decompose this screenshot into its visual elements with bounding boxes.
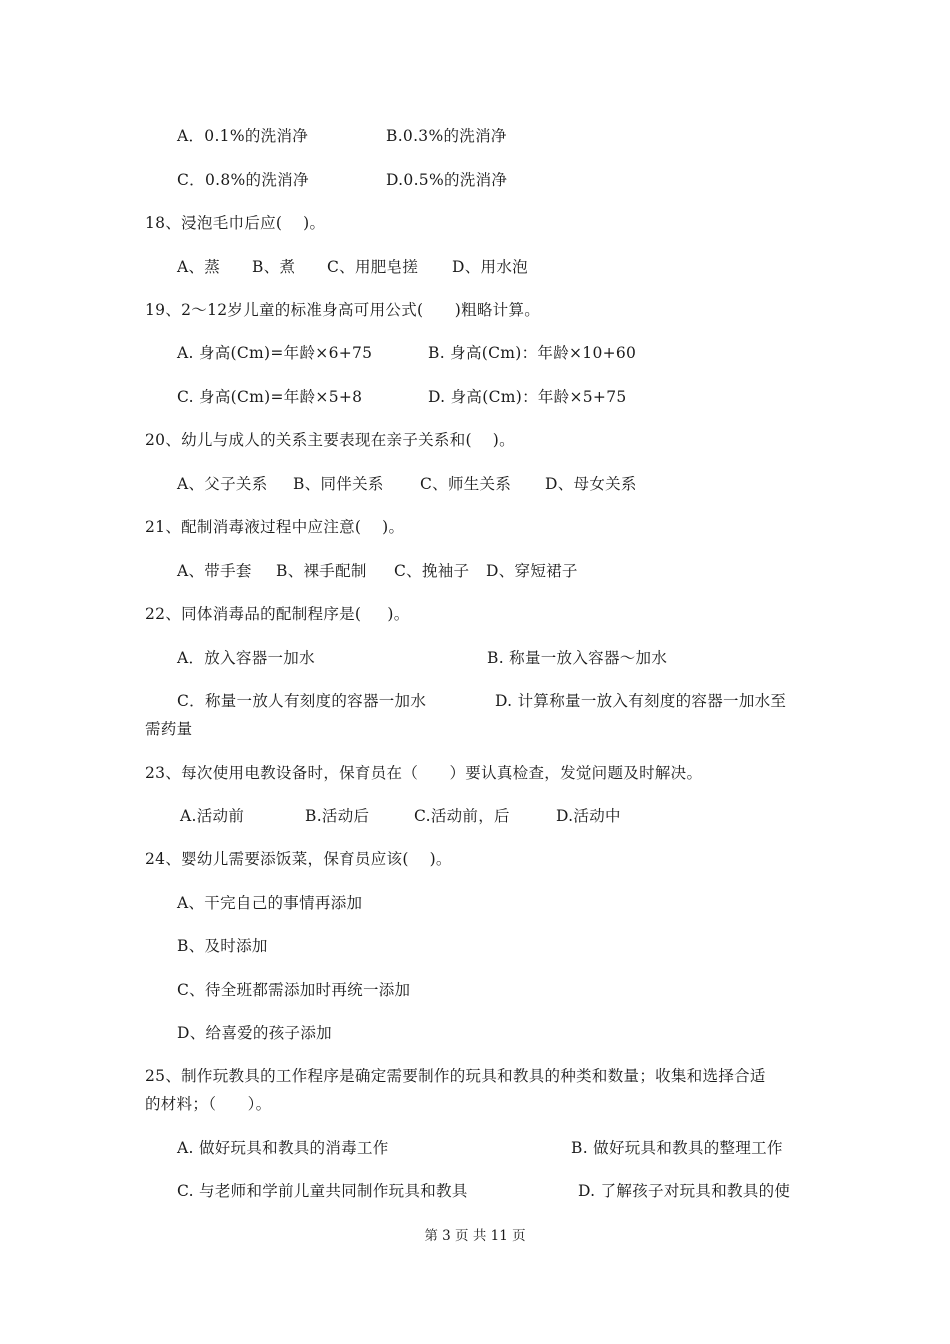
- q18-option-d: D、用水泡: [452, 258, 528, 276]
- q23-option-d: D.活动中: [556, 807, 621, 825]
- q25-option-a: A. 做好玩具和教具的消毒工作: [177, 1139, 389, 1157]
- q17-option-c: C．0.8%的洗消净: [177, 171, 309, 189]
- q20-stem: 20、幼儿与成人的关系主要表现在亲子关系和( )。: [145, 431, 515, 449]
- q24-stem: 24、婴幼儿需要添饭菜，保育员应该( )。: [145, 850, 452, 868]
- q21-option-a: A、带手套: [177, 562, 252, 580]
- q24-option-d: D、给喜爱的孩子添加: [177, 1024, 332, 1042]
- q24-option-a: A、干完自己的事情再添加: [177, 894, 363, 912]
- q22-option-d-continued: 需药量: [145, 720, 193, 738]
- q22-stem: 22、同体消毒品的配制程序是( )。: [145, 605, 410, 623]
- q25-option-c: C. 与老师和学前儿童共同制作玩具和教具: [177, 1182, 468, 1200]
- q20-option-c: C、师生关系: [420, 475, 512, 493]
- q19-option-c: C. 身高(Cm)=年龄×5+8: [177, 388, 363, 406]
- q22-option-d: D. 计算称量一放入有刻度的容器一加水至: [495, 692, 787, 710]
- q17-option-b: B.0.3%的洗消净: [386, 127, 507, 145]
- page-footer: 第 3 页 共 11 页: [424, 1228, 526, 1244]
- q23-option-c: C.活动前，后: [414, 807, 510, 825]
- q18-option-b: B、煮: [252, 258, 296, 276]
- q25-option-b: B. 做好玩具和教具的整理工作: [571, 1139, 783, 1157]
- q21-option-d: D、穿短裙子: [486, 562, 578, 580]
- q21-option-b: B、裸手配制: [276, 562, 367, 580]
- q23-stem: 23、每次使用电教设备时，保育员在（ ）要认真检查，发觉问题及时解决。: [145, 764, 703, 782]
- q19-option-a: A. 身高(Cm)=年龄×6+75: [177, 344, 373, 362]
- q23-option-a: A.活动前: [180, 807, 245, 825]
- q18-option-c: C、用肥皂搓: [327, 258, 419, 276]
- q22-option-b: B. 称量一放入容器～加水: [487, 649, 668, 667]
- q20-option-a: A、父子关系: [177, 475, 268, 493]
- q19-option-b: B. 身高(Cm)：年龄×10+60: [428, 344, 637, 362]
- q20-option-d: D、母女关系: [545, 475, 637, 493]
- q19-option-d: D. 身高(Cm)：年龄×5+75: [428, 388, 627, 406]
- q24-option-b: B、及时添加: [177, 937, 268, 955]
- q22-option-a: A．放入容器一加水: [177, 649, 315, 667]
- q25-stem-line2: 的材料；（ ）。: [145, 1095, 272, 1113]
- q25-stem-line1: 25、制作玩教具的工作程序是确定需要制作的玩具和教具的种类和数量；收集和选择合适: [145, 1067, 766, 1085]
- q18-stem: 18、浸泡毛巾后应( )。: [145, 214, 326, 232]
- q24-option-c: C、待全班都需添加时再统一添加: [177, 981, 411, 999]
- q18-option-a: A、蒸: [177, 258, 221, 276]
- q19-stem: 19、2～12岁儿童的标准身高可用公式( )粗略计算。: [145, 301, 541, 319]
- q22-option-c: C．称量一放人有刻度的容器一加水: [177, 692, 427, 710]
- q21-stem: 21、配制消毒液过程中应注意( )。: [145, 518, 405, 536]
- q25-option-d: D. 了解孩子对玩具和教具的使: [578, 1182, 791, 1200]
- q20-option-b: B、同伴关系: [293, 475, 384, 493]
- q17-option-a: A．0.1%的洗消净: [177, 127, 309, 145]
- q17-option-d: D.0.5%的洗消净: [386, 171, 508, 189]
- q21-option-c: C、挽袖子: [394, 562, 470, 580]
- q23-option-b: B.活动后: [305, 807, 370, 825]
